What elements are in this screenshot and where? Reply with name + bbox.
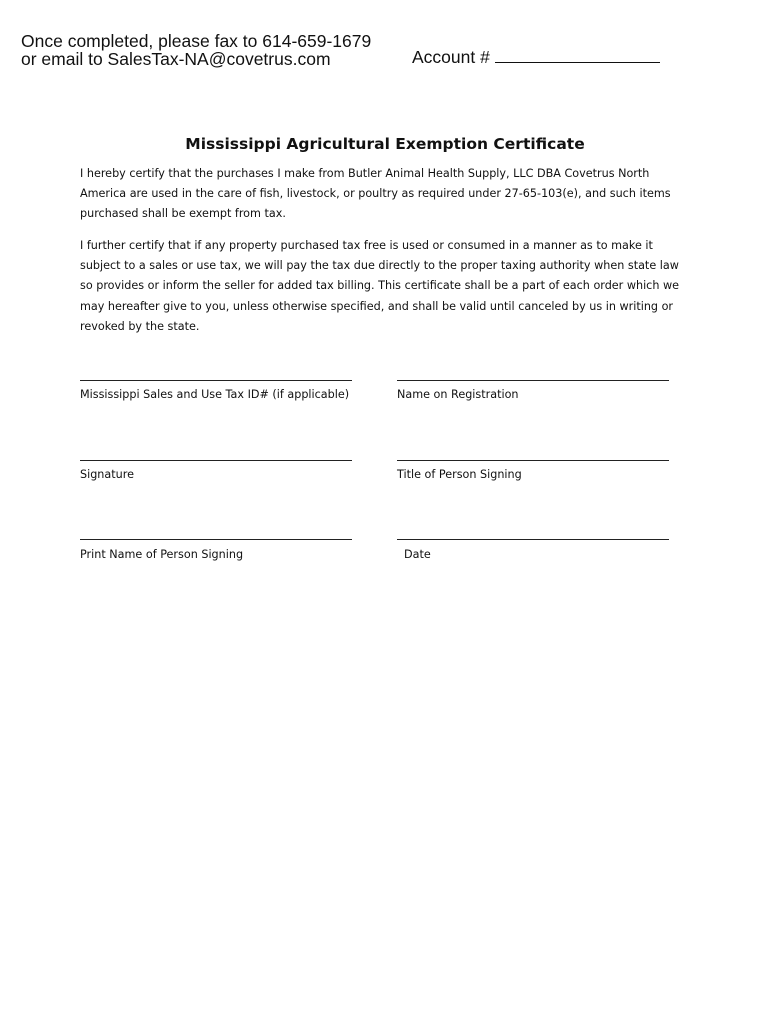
account-label: Account # <box>412 47 490 67</box>
date-label: Date <box>404 548 431 561</box>
fax-instruction: Once completed, please fax to 614-659-1679 <box>21 31 372 51</box>
title-of-signer-label: Title of Person Signing <box>397 468 522 481</box>
document-title: Mississippi Agricultural Exemption Certificate <box>185 135 585 153</box>
account-number-blank[interactable] <box>495 46 660 63</box>
title-of-signer-line[interactable] <box>397 460 669 461</box>
tax-id-line[interactable] <box>80 380 352 381</box>
date-line[interactable] <box>397 539 669 540</box>
print-name-label: Print Name of Person Signing <box>80 548 244 561</box>
certification-paragraph: I hereby certify that the purchases I make from Butler Animal Health Supply, LLC DBA Covetrus North America are used in the care of fish, livestock, or poultry as required under 27-65-103(e), and such items purchased shall be exempt from tax. <box>80 167 671 221</box>
print-name-line[interactable] <box>80 539 352 540</box>
contact-instructions <box>21 32 371 68</box>
signature-line[interactable] <box>80 460 352 461</box>
signature-label: Signature <box>80 468 134 481</box>
account-number-field <box>412 46 660 67</box>
name-on-registration-label: Name on Registration <box>397 388 519 401</box>
tax-id-label: Mississippi Sales and Use Tax ID# (if applicable) <box>80 388 350 401</box>
name-on-registration-line[interactable] <box>397 380 669 381</box>
email-instruction: or email to SalesTax-NA@covetrus.com <box>21 49 331 69</box>
tax-liability-paragraph: I further certify that if any property purchased tax free is used or consumed in a manner as to make it subject to a sales or use tax, we will pay the tax due directly to the proper taxing authority when state law so provides or inform the seller for added tax billing. This certificate shall be a part of each order which we may hereafter give to you, unless otherwise specified, and shall be valid until canceled by us in writing or revoked by the state. <box>80 239 680 333</box>
